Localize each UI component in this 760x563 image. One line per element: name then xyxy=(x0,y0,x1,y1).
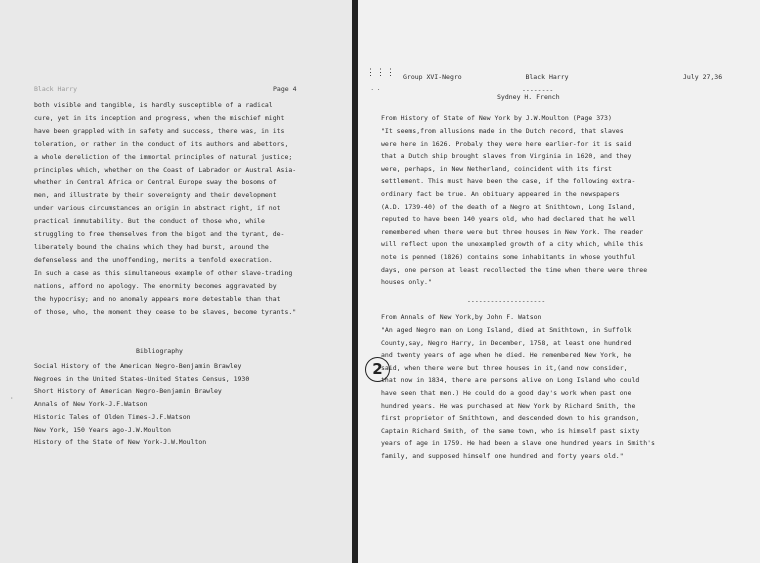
bibliography-entry: History of the State of New York-J.W.Moulton xyxy=(34,438,207,447)
text-line: remembered when there were but three houses in New York. The reader xyxy=(381,227,644,236)
text-line: whether in Central Africa or Central Europe sway the bosoms of xyxy=(34,178,277,187)
text-line: said, when there were but three houses in it,(and now consider, xyxy=(381,363,628,372)
text-line: "An aged Negro man on Long Island, died at Smithtown, in Suffolk xyxy=(381,326,632,334)
citation-moulton: From History of State of New York by J.W.Moulton (Page 373) xyxy=(381,114,612,122)
text-line: of those, who, the moment they cease to be slaves, become tyrants." xyxy=(34,307,297,316)
bibliography-entry: Historic Tales of Olden Times-J.F.Watson xyxy=(34,412,191,421)
bibliography-entry: Negroes in the United States-United States Census, 1930 xyxy=(34,374,250,383)
text-line: men, and illustrate by their sovereignty and their development xyxy=(34,191,277,200)
text-line: defenseless and the unoffending, merits a tenfold execration. xyxy=(34,255,273,264)
author-name: Sydney H. French xyxy=(497,93,560,101)
text-line: In such a case as this simultaneous example of other slave-trading xyxy=(34,268,293,277)
text-line: will reflect upon the unexampled growth of a city which, while this xyxy=(381,240,644,249)
bibliography-title: Bibliography xyxy=(136,347,183,355)
document-date: July 27,36 xyxy=(683,73,723,81)
left-running-header: Black Harry xyxy=(34,85,78,93)
text-line: hundred years. He was purchased at New York by Richard Smith, the xyxy=(381,401,636,410)
text-line: liberately bound the chains which they had burst, around the xyxy=(34,242,269,251)
tick-mark-icon: ․ ․ xyxy=(371,84,380,92)
section-divider: -------------------- xyxy=(467,297,546,305)
text-line: settlement. This must have been the case, if the following extra- xyxy=(381,177,636,186)
text-line: first proprietor of Smithtown, and descended down to his grandson, xyxy=(381,414,640,423)
text-line: ordinary fact be true. An obituary appeared in the newspapers xyxy=(381,189,620,198)
text-line: have seen that men.) He could do a good day's work when past one xyxy=(381,388,632,397)
text-line: a whole dereliction of the immortal principles of natural justice; xyxy=(34,152,293,161)
bibliography-list xyxy=(34,360,249,449)
text-line: "It seems,from allusions made in the Dutch record, that slaves xyxy=(381,127,624,135)
text-line: practical immutability. But the conduct of those who, while xyxy=(34,217,265,226)
bibliography-entry: Social History of the American Negro-Benjamin Brawley xyxy=(34,362,242,370)
text-line: and twenty years of age when he died. He remembered New York, he xyxy=(381,351,632,360)
document-title: Black Harry xyxy=(525,73,569,81)
quote-moulton xyxy=(381,125,711,289)
text-line: note is penned (1826) contains some inhabitants in whose youthful xyxy=(381,252,636,261)
text-line: years of age in 1759. He had been a slave one hundred years in Smith's xyxy=(381,439,655,448)
circled-page-number: 2 xyxy=(365,357,390,382)
text-line: have been grappled with in safety and success, there was, in its xyxy=(34,126,285,135)
text-line: under various circumstances an origin in abstract right, if not xyxy=(34,204,281,213)
text-line: cure, yet in its inception and progress, when the mischief might xyxy=(34,113,285,122)
text-line: both visible and tangible, is hardly susceptible of a radical xyxy=(34,101,273,109)
text-line: (A.D. 1739-40) of the death of a Negro at Snithtown, Long Island, xyxy=(381,202,636,211)
text-line: that now in 1834, there are persons alive on Long Island who could xyxy=(381,376,640,385)
text-line: days, one person at least recollected the time when there were three xyxy=(381,265,648,274)
text-line: toleration, or rather in the conduct of its authors and abettors, xyxy=(34,139,289,148)
bibliography-entry: New York, 150 Years ago-J.W.Moulton xyxy=(34,425,171,434)
text-line: Captain Richard Smith, of the same town, who is himself past sixty xyxy=(381,426,640,435)
text-line: were, perhaps, in New Netherland, coincident with its first xyxy=(381,164,612,173)
page-number-label: Page 4 xyxy=(273,85,297,93)
handwritten-marks-icon: ⋮⋮⋮ xyxy=(366,68,396,78)
text-line: family, and supposed himself one hundred and forty years old." xyxy=(381,451,624,460)
text-line: County,say, Negro Harry, in December, 1758, at least one hundred xyxy=(381,338,632,347)
left-body-text xyxy=(34,99,344,318)
text-line: houses only." xyxy=(381,278,432,287)
text-line: nations, afford no apology. The enormity becomes aggravated by xyxy=(34,281,277,290)
group-label: Group XVI-Negro xyxy=(403,73,462,81)
bibliography-entry: Short History of American Negro-Benjamin Brawley xyxy=(34,387,222,396)
margin-mark-icon: · xyxy=(10,395,14,402)
text-line: were here in 1626. Probaly they were here earlier-for it is said xyxy=(381,139,632,148)
text-line: struggling to free themselves from the bigot and the tyrant, de- xyxy=(34,230,285,239)
title-separator: -------- xyxy=(522,86,554,94)
text-line: principles which, whether on the Coast of Labrador or Austral Asia- xyxy=(34,165,297,174)
text-line: the hypocrisy; and no anomaly appears more detestable than that xyxy=(34,294,281,303)
text-line: reputed to have been 140 years old, who had declared that he well xyxy=(381,215,636,224)
quote-watson xyxy=(381,324,711,463)
citation-watson: From Annals of New York,by John F. Watson xyxy=(381,313,542,321)
text-line: that a Dutch ship brought slaves from Virginia in 1620, and they xyxy=(381,152,632,161)
left-page xyxy=(0,0,352,563)
bibliography-entry: Annals of New York-J.F.Watson xyxy=(34,400,148,409)
